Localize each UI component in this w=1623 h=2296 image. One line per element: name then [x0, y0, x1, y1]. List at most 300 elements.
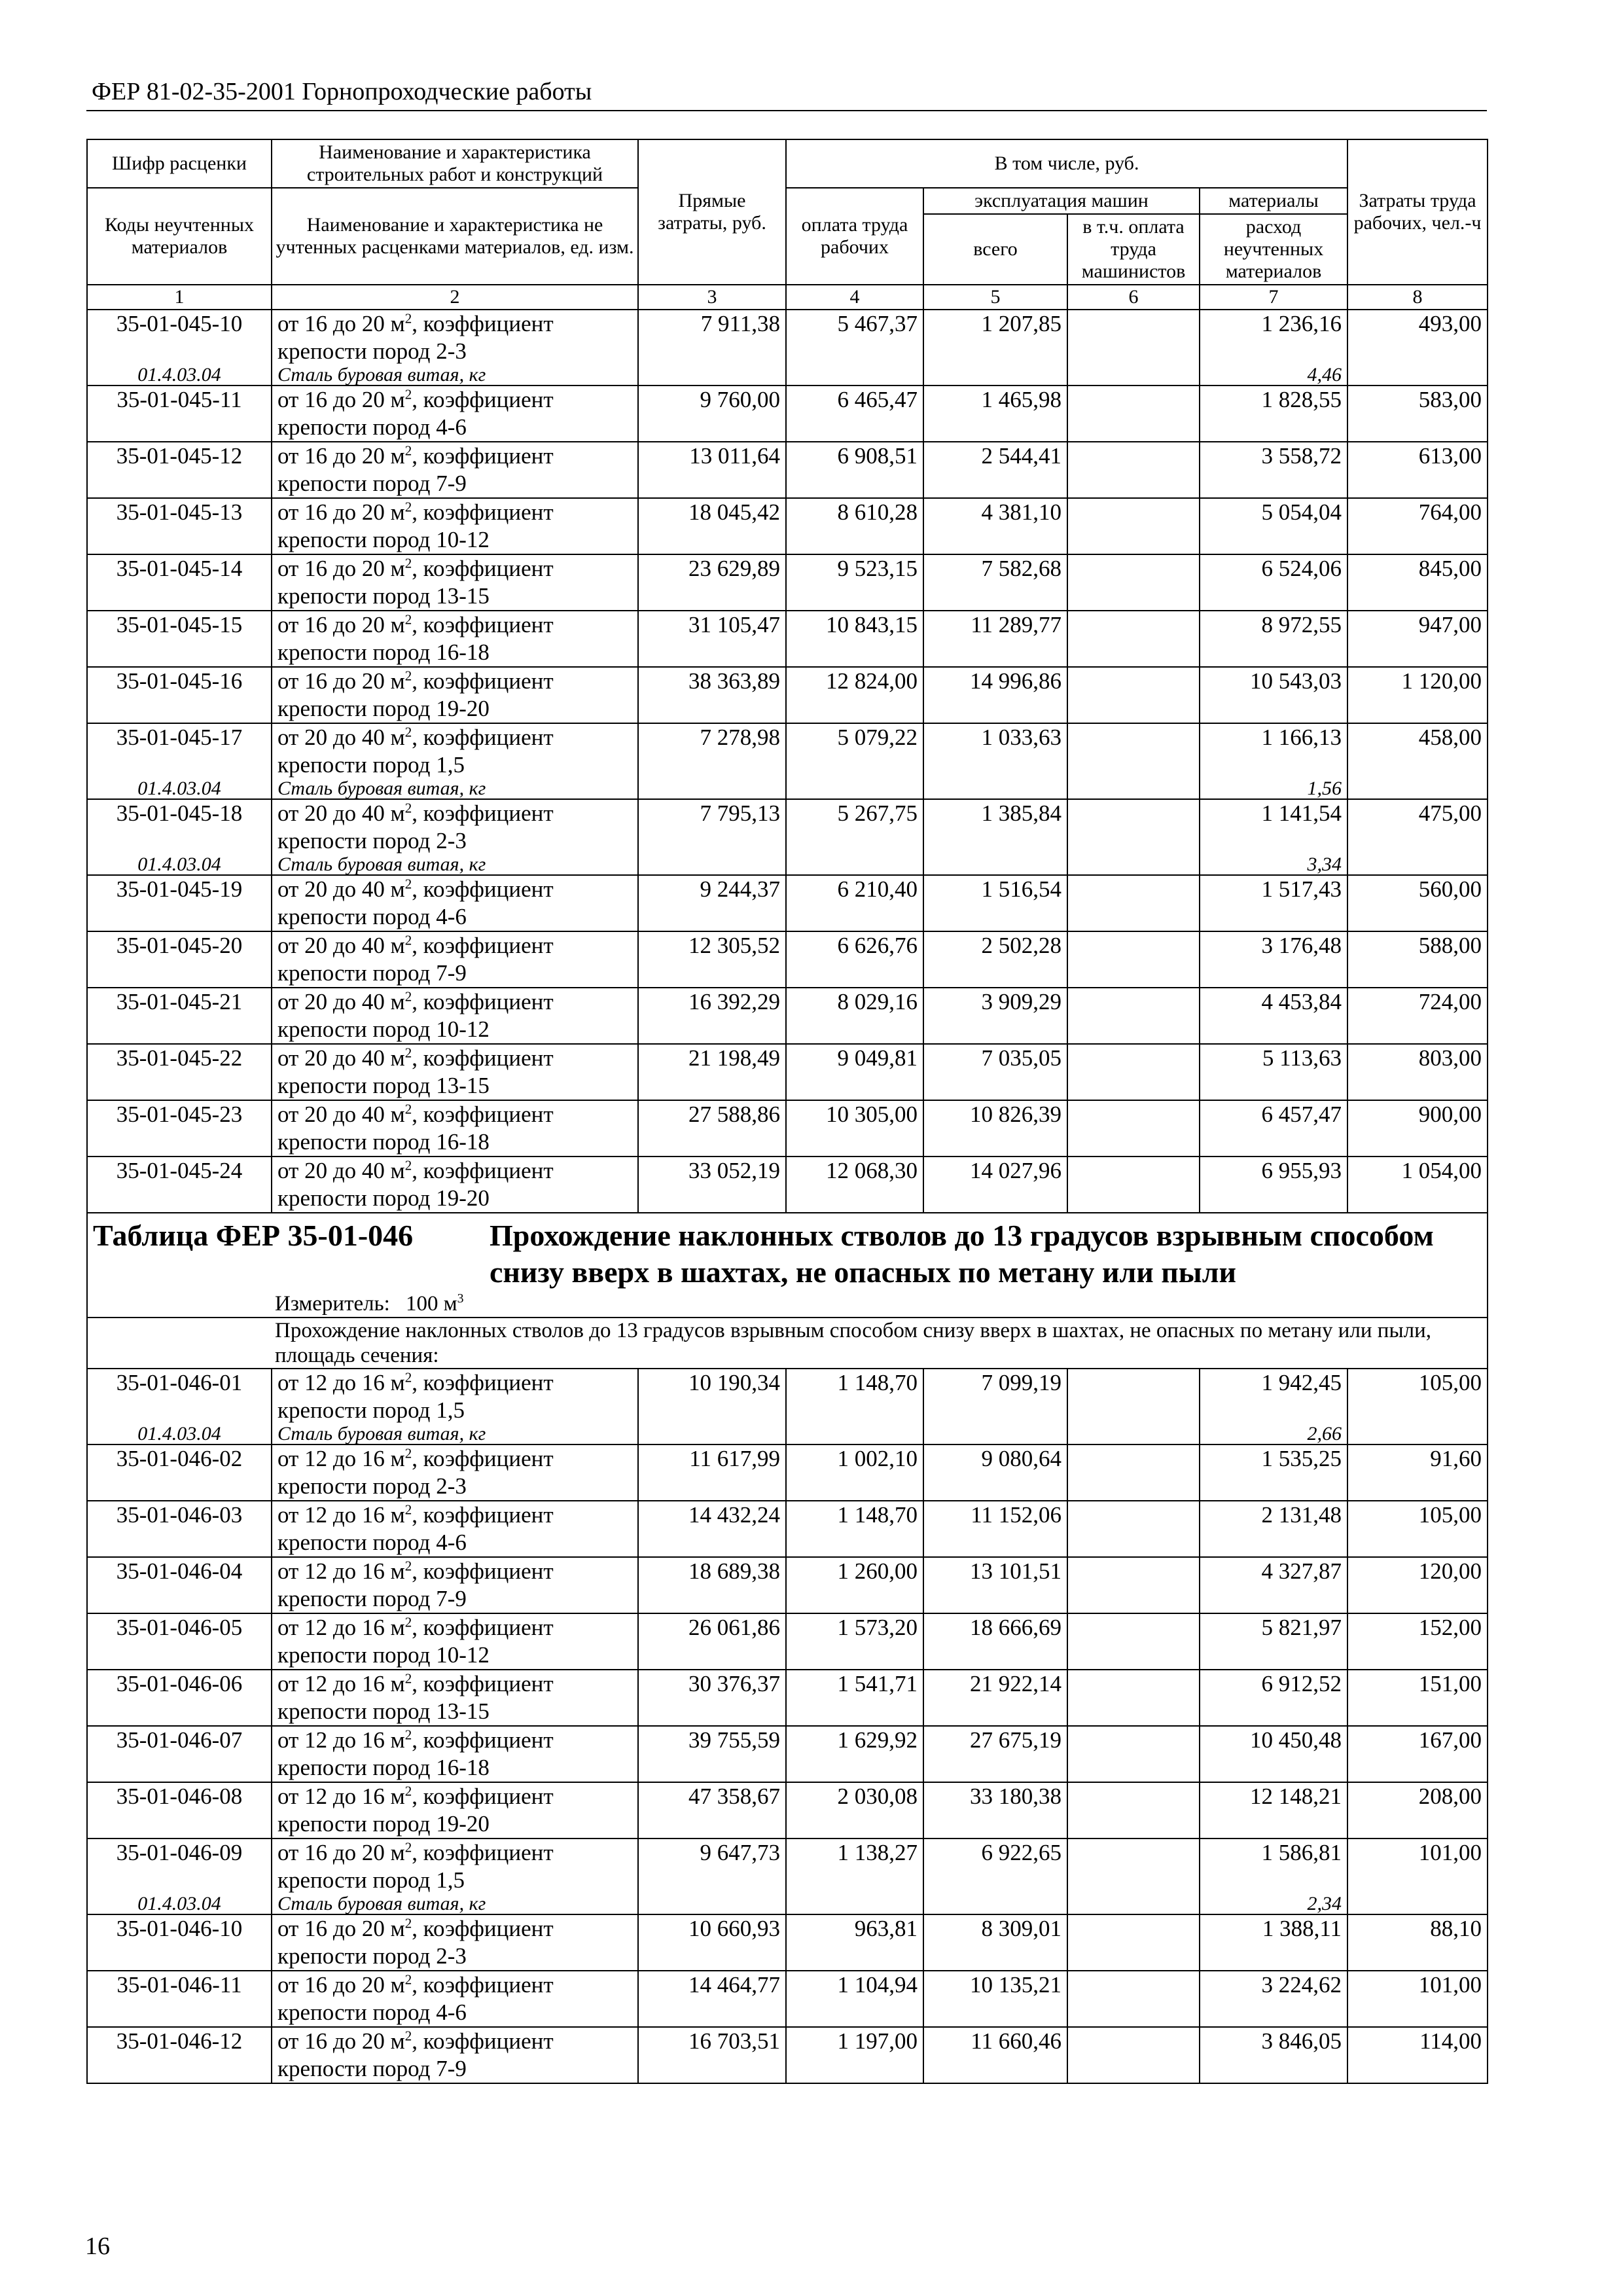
wages: 1 541,71 — [786, 1670, 923, 1726]
desc-part: крепости пород 7-9 — [277, 471, 467, 496]
empty-cell — [786, 855, 923, 875]
table-row — [87, 1557, 1488, 1613]
material-row — [87, 365, 1488, 386]
empty-cell — [786, 1424, 923, 1444]
desc-part: от 20 до 40 м — [277, 1158, 405, 1183]
direct-cost: 21 198,49 — [638, 1044, 786, 1100]
machinists-wages — [1067, 1100, 1200, 1157]
desc-part: крепости пород 13-15 — [277, 1698, 490, 1724]
machines-total: 10 135,21 — [923, 1971, 1067, 2027]
labor-hours: 764,00 — [1347, 498, 1488, 554]
rate-description — [272, 310, 638, 365]
desc-part: от 20 до 40 м — [277, 1102, 405, 1127]
table-row — [87, 1670, 1488, 1726]
desc-part: , коэффициент — [412, 443, 554, 469]
area-unit-sup: 2 — [404, 800, 412, 816]
desc-part: , коэффициент — [412, 1615, 554, 1640]
machines-total: 11 660,46 — [923, 2027, 1067, 2083]
table-row — [87, 611, 1488, 667]
rate-code: 35-01-046-03 — [87, 1501, 272, 1557]
materials: 1 388,11 — [1200, 1914, 1347, 1971]
rate-description — [272, 554, 638, 611]
desc-part: , коэффициент — [412, 1370, 554, 1395]
area-unit-sup: 2 — [404, 499, 412, 515]
wages: 1 629,92 — [786, 1726, 923, 1782]
labor-hours: 845,00 — [1347, 554, 1488, 611]
wages: 1 148,70 — [786, 1501, 923, 1557]
wages: 5 079,22 — [786, 723, 923, 779]
rate-description — [272, 667, 638, 723]
rate-code: 35-01-045-13 — [87, 498, 272, 554]
wages: 1 138,27 — [786, 1839, 923, 1894]
rate-code: 35-01-046-02 — [87, 1444, 272, 1501]
desc-part: , коэффициент — [412, 2028, 554, 2054]
materials: 5 054,04 — [1200, 498, 1347, 554]
desc-part: крепости пород 19-20 — [277, 696, 490, 721]
desc-part: , коэффициент — [412, 933, 554, 958]
empty-cell — [638, 1894, 786, 1914]
wages: 8 610,28 — [786, 498, 923, 554]
materials: 1 166,13 — [1200, 723, 1347, 779]
empty-cell — [1347, 1424, 1488, 1444]
wages: 9 049,81 — [786, 1044, 923, 1100]
direct-cost: 27 588,86 — [638, 1100, 786, 1157]
labor-hours: 560,00 — [1347, 875, 1488, 931]
desc-part: , коэффициент — [412, 1671, 554, 1696]
materials: 1 828,55 — [1200, 386, 1347, 442]
empty-cell — [638, 1424, 786, 1444]
block-035-01-045 — [87, 310, 1488, 1213]
labor-hours: 114,00 — [1347, 2027, 1488, 2083]
labor-hours: 900,00 — [1347, 1100, 1488, 1157]
labor-hours: 458,00 — [1347, 723, 1488, 779]
machines-total: 3 909,29 — [923, 988, 1067, 1044]
labor-hours: 588,00 — [1347, 931, 1488, 988]
col-wages-header: оплата труда рабочих — [786, 188, 923, 285]
desc-part: крепости пород 13-15 — [277, 1073, 490, 1098]
wages: 5 267,75 — [786, 799, 923, 855]
rate-code: 35-01-045-11 — [87, 386, 272, 442]
area-unit-sup: 2 — [404, 1101, 412, 1117]
machinists-wages — [1067, 667, 1200, 723]
page-header: ФЕР 81-02-35-2001 Горнопроходческие работы — [92, 78, 592, 105]
table-row — [87, 1044, 1488, 1100]
desc-part: от 16 до 20 м — [277, 612, 405, 637]
desc-part: от 16 до 20 м — [277, 2028, 405, 2054]
direct-cost: 7 278,98 — [638, 723, 786, 779]
col-matcodes-header: Коды неучтенных материалов — [87, 188, 272, 285]
material-row — [87, 1894, 1488, 1914]
rate-code: 35-01-046-04 — [87, 1557, 272, 1613]
rates-table — [86, 139, 1488, 2084]
rate-code: 35-01-046-11 — [87, 1971, 272, 2027]
machines-total: 27 675,19 — [923, 1726, 1067, 1782]
rate-description — [272, 498, 638, 554]
direct-cost: 10 660,93 — [638, 1914, 786, 1971]
wages: 12 068,30 — [786, 1157, 923, 1213]
materials: 5 821,97 — [1200, 1613, 1347, 1670]
rate-code: 35-01-045-10 — [87, 310, 272, 365]
wages: 6 465,47 — [786, 386, 923, 442]
area-unit-sup: 2 — [404, 724, 412, 740]
labor-hours: 101,00 — [1347, 1839, 1488, 1894]
table-row — [87, 1100, 1488, 1157]
desc-part: крепости пород 4-6 — [277, 1530, 467, 1555]
rate-description — [272, 386, 638, 442]
material-row — [87, 779, 1488, 799]
machines-total: 4 381,10 — [923, 498, 1067, 554]
direct-cost: 23 629,89 — [638, 554, 786, 611]
desc-part: крепости пород 10-12 — [277, 527, 490, 552]
machinists-wages — [1067, 1971, 1200, 2027]
rate-description — [272, 1839, 638, 1894]
material-row — [87, 1424, 1488, 1444]
table-row — [87, 1444, 1488, 1501]
machinists-wages — [1067, 1782, 1200, 1839]
desc-part: крепости пород 4-6 — [277, 904, 467, 929]
machinists-wages — [1067, 1044, 1200, 1100]
rate-description — [272, 931, 638, 988]
empty-cell — [923, 365, 1067, 386]
desc-part: , коэффициент — [412, 499, 554, 525]
col-code-header: Шифр расценки — [87, 139, 272, 188]
desc-part: , коэффициент — [412, 989, 554, 1014]
desc-part: , коэффициент — [412, 1916, 554, 1941]
area-unit-sup: 2 — [404, 932, 412, 948]
desc-part: , коэффициент — [412, 556, 554, 581]
machinists-wages — [1067, 386, 1200, 442]
table-row — [87, 1157, 1488, 1213]
desc-part: от 12 до 16 м — [277, 1615, 405, 1640]
materials: 3 558,72 — [1200, 442, 1347, 498]
rate-code: 35-01-045-19 — [87, 875, 272, 931]
desc-part: от 16 до 20 м — [277, 499, 405, 525]
section-heading: Прохождение наклонных стволов до 13 градусов взрывным способом снизу вверх в шахтах, не опасных по метану или пыли, площадь сечения: — [87, 1318, 1488, 1369]
area-unit-sup: 2 — [404, 1445, 412, 1462]
area-unit-sup: 2 — [404, 1045, 412, 1061]
machinists-wages — [1067, 799, 1200, 855]
machines-total: 21 922,14 — [923, 1670, 1067, 1726]
empty-cell — [786, 779, 923, 799]
rate-description — [272, 988, 638, 1044]
wages: 1 148,70 — [786, 1369, 923, 1424]
desc-part: крепости пород 4-6 — [277, 2000, 467, 2025]
empty-cell — [1067, 779, 1200, 799]
machines-total: 1 516,54 — [923, 875, 1067, 931]
rate-code: 35-01-045-20 — [87, 931, 272, 988]
area-unit-sup: 2 — [404, 2028, 412, 2044]
labor-hours: 120,00 — [1347, 1557, 1488, 1613]
table-title: Прохождение наклонных стволов до 13 градусов взрывным способом снизу вверх в шахтах, не опасных по метану или пыли — [490, 1219, 1434, 1289]
rate-description — [272, 875, 638, 931]
wages: 6 908,51 — [786, 442, 923, 498]
desc-part: от 16 до 20 м — [277, 556, 405, 581]
table-row — [87, 1369, 1488, 1424]
machinists-wages — [1067, 554, 1200, 611]
rate-code: 35-01-045-23 — [87, 1100, 272, 1157]
desc-part: от 20 до 40 м — [277, 725, 405, 750]
desc-part: крепости пород 7-9 — [277, 2056, 467, 2081]
empty-cell — [1067, 1424, 1200, 1444]
rate-code: 35-01-045-18 — [87, 799, 272, 855]
rate-code: 35-01-046-12 — [87, 2027, 272, 2083]
desc-part: , коэффициент — [412, 1446, 554, 1471]
table-title-cell — [87, 1213, 1488, 1291]
labor-hours: 91,60 — [1347, 1444, 1488, 1501]
rate-code: 35-01-045-15 — [87, 611, 272, 667]
desc-part: крепости пород 10-12 — [277, 1016, 490, 1042]
labor-hours: 583,00 — [1347, 386, 1488, 442]
wages: 963,81 — [786, 1914, 923, 1971]
desc-part: , коэффициент — [412, 1784, 554, 1809]
table-row — [87, 667, 1488, 723]
direct-cost: 10 190,34 — [638, 1369, 786, 1424]
desc-part: от 12 до 16 м — [277, 1370, 405, 1395]
material-code: 01.4.03.04 — [87, 1894, 272, 1914]
material-name: Сталь буровая витая, кг — [272, 779, 638, 799]
direct-cost: 9 760,00 — [638, 386, 786, 442]
col-incl-header: В том числе, руб. — [786, 139, 1347, 188]
machines-total: 7 035,05 — [923, 1044, 1067, 1100]
machines-total: 1 465,98 — [923, 386, 1067, 442]
empty-cell — [638, 365, 786, 386]
materials: 10 543,03 — [1200, 667, 1347, 723]
labor-hours: 803,00 — [1347, 1044, 1488, 1100]
materials: 3 176,48 — [1200, 931, 1347, 988]
desc-part: от 16 до 20 м — [277, 387, 405, 412]
direct-cost: 7 911,38 — [638, 310, 786, 365]
material-qty: 4,46 — [1200, 365, 1347, 386]
rate-code: 35-01-046-08 — [87, 1782, 272, 1839]
rate-description — [272, 1726, 638, 1782]
rate-description — [272, 1501, 638, 1557]
rate-description — [272, 1100, 638, 1157]
machines-total: 11 152,06 — [923, 1501, 1067, 1557]
wages: 10 305,00 — [786, 1100, 923, 1157]
labor-hours: 167,00 — [1347, 1726, 1488, 1782]
table-row — [87, 1501, 1488, 1557]
area-unit-sup: 2 — [404, 1727, 412, 1743]
materials: 8 972,55 — [1200, 611, 1347, 667]
machinists-wages — [1067, 611, 1200, 667]
desc-part: от 12 до 16 м — [277, 1784, 405, 1809]
desc-part: , коэффициент — [412, 1102, 554, 1127]
empty-cell — [1347, 365, 1488, 386]
meter-label: Измеритель: — [275, 1292, 390, 1316]
area-unit-sup: 2 — [404, 442, 412, 459]
col-number: 2 — [272, 285, 638, 310]
rate-description — [272, 799, 638, 855]
desc-part: крепости пород 7-9 — [277, 1586, 467, 1611]
machinists-wages — [1067, 1613, 1200, 1670]
direct-cost: 26 061,86 — [638, 1613, 786, 1670]
col-number: 8 — [1347, 285, 1488, 310]
rate-description — [272, 611, 638, 667]
machines-total: 18 666,69 — [923, 1613, 1067, 1670]
table-header — [87, 139, 1488, 310]
empty-cell — [638, 855, 786, 875]
materials: 10 450,48 — [1200, 1726, 1347, 1782]
col-direct-header: Прямые затраты, руб. — [638, 139, 786, 285]
rate-description — [272, 1369, 638, 1424]
material-qty: 3,34 — [1200, 855, 1347, 875]
rate-description — [272, 1044, 638, 1100]
desc-part: , коэффициент — [412, 1558, 554, 1584]
area-unit-sup: 2 — [404, 1369, 412, 1386]
labor-hours: 1 054,00 — [1347, 1157, 1488, 1213]
materials: 4 327,87 — [1200, 1557, 1347, 1613]
material-code: 01.4.03.04 — [87, 365, 272, 386]
direct-cost: 14 464,77 — [638, 1971, 786, 2027]
area-unit-sup: 2 — [404, 1501, 412, 1518]
direct-cost: 31 105,47 — [638, 611, 786, 667]
materials: 1 141,54 — [1200, 799, 1347, 855]
direct-cost: 39 755,59 — [638, 1726, 786, 1782]
desc-part: от 16 до 20 м — [277, 1916, 405, 1941]
wages: 6 626,76 — [786, 931, 923, 988]
desc-part: крепости пород 1,5 — [277, 1397, 465, 1423]
rate-code: 35-01-046-05 — [87, 1613, 272, 1670]
rate-code: 35-01-045-24 — [87, 1157, 272, 1213]
table-row — [87, 988, 1488, 1044]
material-code: 01.4.03.04 — [87, 855, 272, 875]
desc-part: крепости пород 16-18 — [277, 1129, 490, 1155]
wages: 5 467,37 — [786, 310, 923, 365]
desc-part: крепости пород 10-12 — [277, 1642, 490, 1668]
meter-cell — [87, 1291, 1488, 1318]
machines-total: 9 080,64 — [923, 1444, 1067, 1501]
direct-cost: 38 363,89 — [638, 667, 786, 723]
rate-description — [272, 1914, 638, 1971]
machinists-wages — [1067, 1444, 1200, 1501]
area-unit-sup: 2 — [404, 611, 412, 628]
desc-part: крепости пород 16-18 — [277, 639, 490, 665]
rate-code: 35-01-046-06 — [87, 1670, 272, 1726]
desc-part: , коэффициент — [412, 1840, 554, 1865]
labor-hours: 724,00 — [1347, 988, 1488, 1044]
wages: 1 197,00 — [786, 2027, 923, 2083]
table-row — [87, 1782, 1488, 1839]
direct-cost: 9 647,73 — [638, 1839, 786, 1894]
desc-part: , коэффициент — [412, 387, 554, 412]
desc-part: крепости пород 7-9 — [277, 960, 467, 986]
area-unit-sup: 2 — [404, 1670, 412, 1687]
labor-hours: 475,00 — [1347, 799, 1488, 855]
machines-total: 6 922,65 — [923, 1839, 1067, 1894]
rate-code: 35-01-045-16 — [87, 667, 272, 723]
area-unit-sup: 2 — [404, 988, 412, 1005]
area-unit-sup: 2 — [404, 1783, 412, 1799]
desc-part: от 12 до 16 м — [277, 1671, 405, 1696]
machinists-wages — [1067, 1839, 1200, 1894]
material-name: Сталь буровая витая, кг — [272, 1424, 638, 1444]
col-number: 7 — [1200, 285, 1347, 310]
labor-hours: 152,00 — [1347, 1613, 1488, 1670]
empty-cell — [923, 779, 1067, 799]
desc-part: от 16 до 20 м — [277, 1972, 405, 1998]
col-number: 6 — [1067, 285, 1200, 310]
area-unit-sup: 2 — [404, 668, 412, 684]
material-qty: 1,56 — [1200, 779, 1347, 799]
empty-cell — [1347, 779, 1488, 799]
labor-hours: 947,00 — [1347, 611, 1488, 667]
area-unit-sup: 2 — [404, 1839, 412, 1856]
wages: 12 824,00 — [786, 667, 923, 723]
wages: 9 523,15 — [786, 554, 923, 611]
direct-cost: 18 045,42 — [638, 498, 786, 554]
wages: 6 210,40 — [786, 875, 923, 931]
desc-part: от 12 до 16 м — [277, 1558, 405, 1584]
direct-cost: 47 358,67 — [638, 1782, 786, 1839]
desc-part: от 12 до 16 м — [277, 1502, 405, 1528]
materials: 3 224,62 — [1200, 1971, 1347, 2027]
machines-total: 2 544,41 — [923, 442, 1067, 498]
empty-cell — [1347, 855, 1488, 875]
machinists-wages — [1067, 1369, 1200, 1424]
materials: 4 453,84 — [1200, 988, 1347, 1044]
labor-hours: 101,00 — [1347, 1971, 1488, 2027]
direct-cost: 12 305,52 — [638, 931, 786, 988]
desc-part: , коэффициент — [412, 1158, 554, 1183]
labor-hours: 208,00 — [1347, 1782, 1488, 1839]
material-name: Сталь буровая витая, кг — [272, 1894, 638, 1914]
material-name: Сталь буровая витая, кг — [272, 855, 638, 875]
rate-description — [272, 442, 638, 498]
table-row — [87, 1726, 1488, 1782]
materials: 1 535,25 — [1200, 1444, 1347, 1501]
desc-part: , коэффициент — [412, 1502, 554, 1528]
material-qty: 2,34 — [1200, 1894, 1347, 1914]
machinists-wages — [1067, 1557, 1200, 1613]
materials: 1 236,16 — [1200, 310, 1347, 365]
direct-cost: 9 244,37 — [638, 875, 786, 931]
wages: 2 030,08 — [786, 1782, 923, 1839]
col-number: 4 — [786, 285, 923, 310]
wages: 10 843,15 — [786, 611, 923, 667]
machinists-wages — [1067, 1157, 1200, 1213]
desc-part: от 16 до 20 м — [277, 443, 405, 469]
col-number: 1 — [87, 285, 272, 310]
labor-hours: 493,00 — [1347, 310, 1488, 365]
col-matname-header: Наименование и характеристика не учтенных расценками материалов, ед. изм. — [272, 188, 638, 285]
direct-cost: 14 432,24 — [638, 1501, 786, 1557]
desc-part: крепости пород 4-6 — [277, 414, 467, 440]
rate-code: 35-01-046-07 — [87, 1726, 272, 1782]
machines-total: 14 027,96 — [923, 1157, 1067, 1213]
direct-cost: 16 703,51 — [638, 2027, 786, 2083]
area-unit-sup: 2 — [404, 310, 412, 327]
material-code: 01.4.03.04 — [87, 779, 272, 799]
direct-cost: 11 617,99 — [638, 1444, 786, 1501]
table-row — [87, 554, 1488, 611]
table-row — [87, 1971, 1488, 2027]
desc-part: , коэффициент — [412, 1045, 554, 1071]
labor-hours: 1 120,00 — [1347, 667, 1488, 723]
col-machines-header: эксплуатация машин — [923, 188, 1200, 214]
machinists-wages — [1067, 442, 1200, 498]
desc-part: , коэффициент — [412, 725, 554, 750]
area-unit-sup: 2 — [404, 876, 412, 892]
col-materials-sub-header: расход неучтенных материалов — [1200, 214, 1347, 285]
table-row — [87, 1839, 1488, 1894]
desc-part: , коэффициент — [412, 1727, 554, 1753]
table-row — [87, 1914, 1488, 1971]
machines-total: 7 099,19 — [923, 1369, 1067, 1424]
desc-part: от 20 до 40 м — [277, 1045, 405, 1071]
rate-description — [272, 1557, 638, 1613]
desc-part: крепости пород 2-3 — [277, 1473, 467, 1499]
column-numbers — [87, 285, 1488, 310]
